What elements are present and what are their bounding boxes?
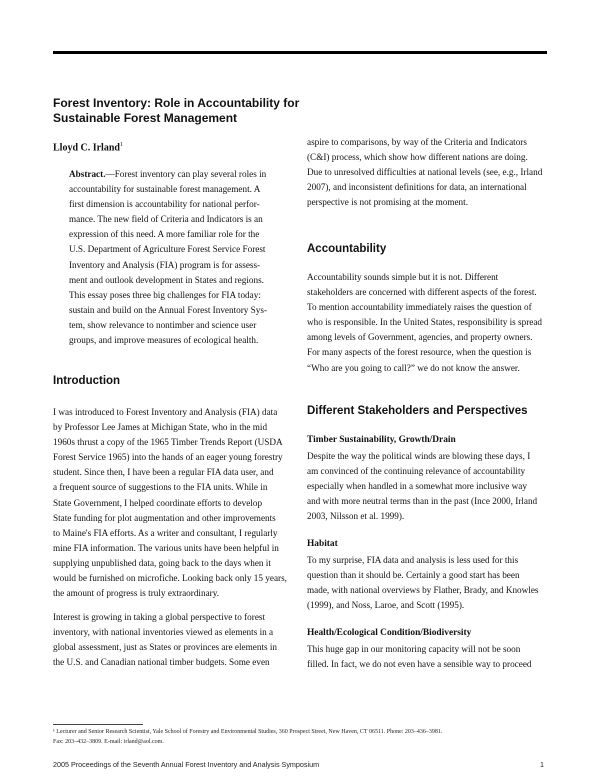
subheading-health: Health/Ecological Condition/Biodiversity: [307, 628, 472, 638]
abstract-label: Abstract.: [69, 169, 106, 179]
text-line: a frequent source of suggestions to the FIA units. While in: [53, 482, 268, 493]
text-line: To mention accountability immediately raises the question of: [307, 302, 532, 313]
abstract-line: sustain and build on the Annual Forest Inventory Sys-: [69, 304, 268, 315]
text-line: State funding for plot augmentation and other improvements: [53, 512, 276, 523]
text-line: Interest is growing in taking a global perspective to forest: [53, 612, 266, 622]
text-line: This huge gap in our monitoring capacity will not be soon: [307, 644, 521, 654]
title-line: Sustainable Forest Management: [53, 111, 238, 125]
running-footer: 2005 Proceedings of the Seventh Annual Forest Inventory and Analysis Symposium: [53, 760, 320, 769]
text-line: especially when handled in a somewhat more inclusive way: [307, 481, 527, 492]
section-heading-accountability: Accountability: [307, 243, 387, 255]
abstract-line: U.S. Department of Agriculture Forest Service Forest: [69, 244, 266, 255]
text-line: the U.S. and Canadian national timber budgets. Some even: [53, 657, 270, 668]
text-line: For many aspects of the forest resource, when the question is: [307, 347, 532, 358]
text-line: made, with national overviews by Flather, Brady, and Knowles: [307, 585, 539, 596]
accountability-paragraph: [307, 270, 552, 376]
abstract-line: mance. The new field of Criteria and Indicators is an: [69, 214, 263, 225]
abstract: [69, 167, 301, 348]
text-line: Despite the way the political winds are blowing these days, I: [307, 451, 531, 461]
habitat-paragraph: [307, 553, 552, 613]
text-line: State Government, I helped coordinate efforts to develop: [53, 497, 263, 508]
title-line: Forest Inventory: Role in Accountability for: [53, 96, 300, 110]
subheading-timber: Timber Sustainability, Growth/Drain: [307, 435, 456, 445]
text-line: who is responsible. In the United States, responsibility is spread: [307, 317, 543, 328]
timber-paragraph: [307, 449, 552, 524]
abstract-line: expression of this need. A more familiar role for the: [69, 229, 260, 240]
text-line: Due to unresolved difficulties at national levels (see, e.g., Irland: [307, 167, 543, 178]
text-line: (C&I) process, which show how different nations are doing.: [307, 152, 528, 163]
footnote: [53, 728, 547, 747]
text-line: global assessment, just as States or provinces are elements in: [53, 642, 278, 653]
text-line: the amount of progress is truly extraordinary.: [53, 588, 220, 599]
abstract-line: tem, show relevance to nontimber and science user: [69, 319, 257, 330]
text-line: aspire to comparisons, by way of the Criteria and Indicators: [307, 137, 527, 147]
top-rule: [53, 51, 547, 54]
abstract-line: This essay poses three big challenges for FIA today:: [69, 289, 261, 300]
text-line: I was introduced to Forest Inventory and Analysis (FIA) data: [53, 407, 278, 417]
abstract-line: —Forest inventory can play several roles in: [105, 169, 267, 179]
abstract-line: ment and outlook development in States and regions.: [69, 274, 264, 285]
text-line: Forest Service 1965) into the hands of an eager young forestry: [53, 452, 283, 463]
subheading-habitat: Habitat: [307, 539, 338, 549]
text-line: to Maine's FIA efforts. As a writer and consultant, I regularly: [53, 527, 278, 538]
text-line: 2003, Nilsson et al. 1999).: [307, 511, 405, 522]
text-line: (1999), and Noss, Laroe, and Scott (1995).: [307, 600, 465, 611]
section-heading-stakeholders: Different Stakeholders and Perspectives: [307, 405, 528, 417]
footnote-line: ¹ Lecturer and Senior Research Scientist, Yale School of Forestry and Environmental Studies, 360 Prospect Street, New Haven, CT 06511. Phone: 203–436–3981.: [53, 729, 443, 735]
abstract-line: accountability for sustainable forest management. A: [69, 184, 261, 195]
abstract-line: Inventory and Analysis (FIA) program is for assess-: [69, 259, 261, 270]
author-footnote-mark: 1: [119, 142, 123, 148]
text-line: am convinced of the continuing relevance of accountability: [307, 466, 526, 477]
author-name: Lloyd C. Irland: [53, 142, 120, 154]
footnote-line: Fax: 203–432–3809. E-mail: irland@aol.com.: [53, 738, 164, 745]
health-paragraph: [307, 642, 552, 672]
abstract-line: first dimension is accountability for national perfor-: [69, 199, 260, 210]
intro-paragraph-1: [53, 405, 303, 601]
text-line: by Professor Lee James at Michigan State, who in the mid: [53, 422, 268, 433]
text-line: To my surprise, FIA data and analysis is less used for this: [307, 555, 519, 565]
text-line: “Who are you going to call?” we do not know the answer.: [307, 362, 520, 373]
text-line: among levels of Government, agencies, and property owners.: [307, 332, 533, 343]
abstract-line: groups, and improve measures of ecological health.: [69, 335, 259, 346]
text-line: question than it should be. Certainly a good start has been: [307, 570, 520, 581]
text-line: and with more neutral terms than in the past (Ince 2000, Irland: [307, 496, 538, 507]
text-line: filled. In fact, we do not even have a sensible way to proceed: [307, 659, 532, 670]
right-column-continuation: [307, 135, 552, 210]
section-heading-introduction: Introduction: [53, 375, 121, 387]
page-number: 1: [540, 760, 544, 769]
text-line: stakeholders are concerned with different aspects of the forest.: [307, 287, 537, 298]
footnote-rule: [53, 724, 143, 725]
text-line: student. Since then, I have been a regular FIA data user, and: [53, 467, 274, 478]
text-line: 1960s thrust a copy of the 1965 Timber Trends Report (USDA: [53, 437, 283, 448]
intro-paragraph-2: [53, 610, 303, 670]
paper-title: [53, 96, 313, 126]
text-line: 2007), and inconsistent definitions for data, an international: [307, 182, 527, 193]
text-line: supplying unpublished data, going back to the days when it: [53, 557, 271, 568]
text-line: would be furnished on microfiche. Looking back only 15 years,: [53, 573, 287, 584]
text-line: inventory, with national inventories viewed as elements in a: [53, 627, 274, 638]
author: [53, 142, 123, 153]
text-line: Accountability sounds simple but it is not. Different: [307, 272, 499, 282]
text-line: perspective is not promising at the moment.: [307, 197, 469, 208]
text-line: mine FIA information. The various units have been helpful in: [53, 542, 279, 553]
